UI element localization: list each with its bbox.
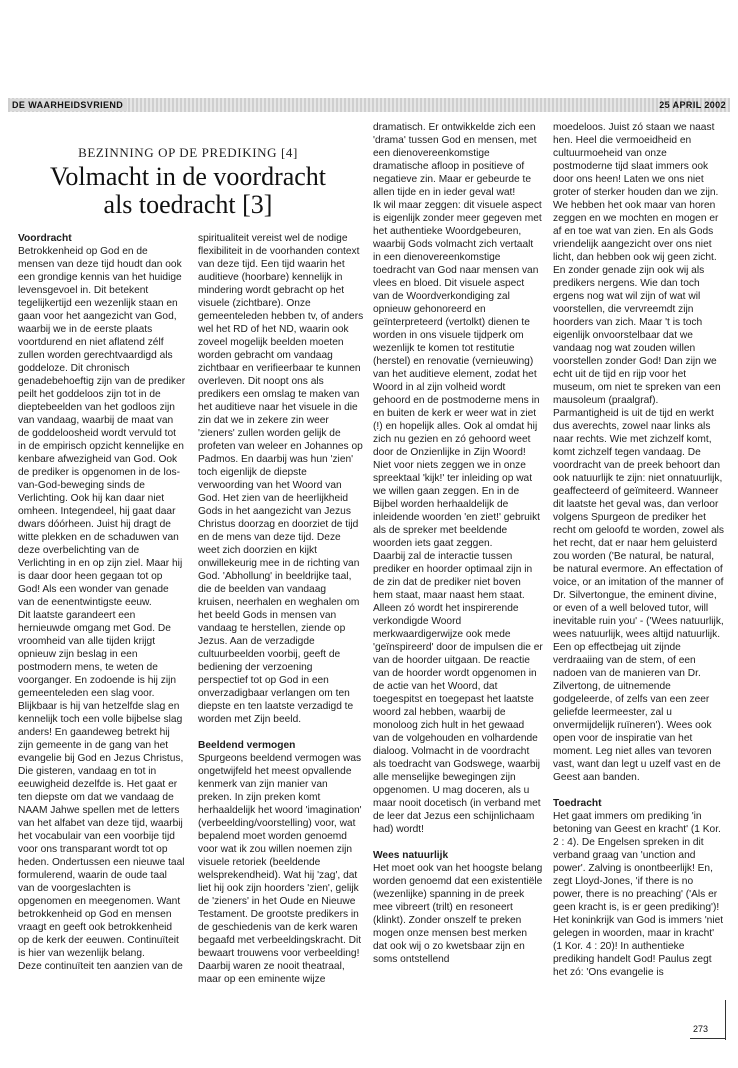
issue-date: 25 APRIL 2002 — [659, 100, 726, 110]
paragraph: Het gaat immers om prediking 'in betoning van Geest en kracht' (1 Kor. 2 : 4). De Engelsen spreken in dit verband graag van 'unction and power'. Zalving is onontbeerlijk! En, zegt Lloyd-Jones, 'if there is no power, there is no preaching' ('Als er geen kracht is, is er geen prediking')! Het koninkrijk van God is immers 'niet gelegen in woorden, maar in kracht' (1 Kor. 4 : 20)! In authentieke prediking handelt God! Paulus zegt het zó: 'Ons evangelie is — [553, 811, 724, 978]
paragraph: Ik wil maar zeggen: dit visuele aspect is eigenlijk zonder meer gegeven met het authentieke Woordgebeuren, waarbij Gods volmacht zich vertaalt in een dienovereenkomstige toedracht van God naar mensen van vlees en bloed. Dit visuele aspect van de Woordverkondiging zal opnieuw gehonoreerd en geïnterpreteerd (vertolkt) dienen te worden in ons visuele tijdperk om wezenlijk te komen tot restitutie (herstel) en renovatie (vernieuwing) van het auditieve element, zodat het Woord in al zijn volheid wordt gehoord en de postmoderne mens in en buiten de kerk er weer wat in ziet (!) en hopelijk alles. Ook al omdat hij zich nu gezien en zó gehoord weet door de Onzienlijke in Zijn Woord! Niet voor niets zeggen we in onze spreektaal 'kijk!' ter inleiding op wat we willen gaan zeggen. En in de Bijbel worden herhaaldelijk de inleidende woorden 'en ziet!' gebruikt als de spreker met beeldende woorden iets gaat zeggen. — [373, 200, 542, 549]
paragraph: Deze continuïteit ten aanzien van de — [18, 961, 183, 972]
paragraph: Betrokkenheid op God en de mensen van deze tijd houdt dan ook een grondige kennis van het huidige levensgevoel in. Dit betekent tegelijkertijd een wezenlijk staan en gaan voor het aangezicht van God, waarbij we in de eerste plaats voortdurend en niet aflatend zélf zullen worden gerechtvaardigd als goddeloze. Dit chronisch genadebehoeftig zijn van de prediker peilt het goddeloos zijn tot in de dieptebeelden van het godloos zijn van vandaag, waarbij de maat van de goddeloosheid wordt vervuld tot in de empirisch opzicht kennelijke en kenbare afwezigheid van God. Ook de prediker is opgenomen in de los-van-God-beweging sinds de Verlichting. Ook hij kan daar niet omheen. Integendeel, hij gaat daar dwars dóórheen. Juist hij dragt de witte plekken en de schaduwen van deze overbelichting van de Verlichting in en op zijn ziel. Maar hij is daar door heen gegaan tot op God! Als een wonder van genade van de eenentwintigste eeuw. — [18, 246, 186, 608]
spacer — [198, 726, 364, 739]
page-corner-line — [725, 1000, 726, 1040]
page-number: 273 — [693, 1024, 709, 1034]
column-2 — [198, 232, 364, 986]
section-heading-beeldend-vermogen: Beeldend vermogen — [198, 740, 296, 751]
paragraph: dramatisch. Er ontwikkelde zich een 'drama' tussen God en mensen, met een dienovereenkomstige dramatische afloop in positieve of negatieve zin. Maar er gebeurde te allen tijde en in ieder geval wat! — [373, 122, 537, 198]
paragraph: Dit laatste garandeert een hernieuwde omgang met God. De vroomheid van alle tijden krijgt opnieuw zijn beslag in een postmodern mens, te weten de voorganger. En zodoende is hij zijn gemeenteleden een slag voor. Blijkbaar is hij van hetzelfde slag en kennelijk toch een volle bijbelse slag anders! En gaandeweg betrekt hij zijn gemeente in de gang van het evangelie bij God en Jezus Christus, Die gisteren, vandaag en tot in eeuwigheid dezelfde is. Het gaat er ten diepste om dat we vandaag de NAAM Jahwe spellen met de letters van het alfabet van deze tijd, waarbij het vocabulair van een voorbije tijd voor ons transparant wordt tot op heden. Ondertussen een nieuwe taal formulerend, waarin de oude taal van de voorgeslachten is opgenomen en meegenomen. Want betrokkenheid op God en mensen vraagt en geeft ook betrokkenheid op de kerk der eeuwen. Continuïteit is hier van wezenlijk belang. — [18, 610, 185, 959]
paragraph: spiritualiteit vereist wel de nodige flexibiliteit in de voorhanden context van deze tijd. Een tijd waarin het auditieve (hoorbare) kennelijk in mindering wordt gebracht op het visuele (zichtbare). Onze gemeenteleden hebben tv, of anders wel het RD of het ND, waarin ook zoveel mogelijk beelden moeten worden gebracht om vandaag zichtbaar en verifieerbaar te kunnen overleven. Dit noopt ons als predikers een omslag te maken van het auditieve naar het visuele in die zin dat we in zekere zin weer 'zieners' zullen worden gelijk de profeten van weleer en Johannes op Padmos. En daarbij was hun 'zien' toch eigenlijk de diepste verwoording van het Woord van God. Het zien van de heerlijkheid Gods in het aangezicht van Jezus Christus doorzag en doorziet de tijd en de mens van deze tijd. Deze weet zich doorzien en kijkt onwillekeurig mee in de richting van God. 'Abhollung' in beeldrijke taal, die de beelden van vandaag kruisen, neerhalen en weghalen om het beeld Gods in mensen van vandaag te herstellen, ziende op Jezus. Aan de verzadigde cultuurbeelden voorbij, geeft de bediening der verzoening perspectief tot op God in een onverzadigbaar verlangen om ten diepste en ten laatste verzadigd te worden met Zijn beeld. — [198, 233, 364, 725]
column-4 — [553, 121, 725, 979]
masthead: DE WAARHEIDSVRIEND — [10, 99, 127, 111]
column-1 — [18, 232, 186, 973]
section-heading-wees-natuurlijk: Wees natuurlijk — [373, 850, 449, 861]
title-line-1: Volmacht in de voordracht — [49, 162, 327, 191]
paragraph: Spurgeons beeldend vermogen was ongetwijfeld het meest opvallende kenmerk van zijn manier van preken. In zijn preken komt herhaaldelijk het woord 'imagination' (verbeelding/voorstelling) voor, wat bepalend moet worden genoemd voor wat ik zou willen noemen zijn visuele retoriek (beeldende welsprekendheid). Wat hij 'zag', dat liet hij ook zijn hoorders 'zien', gelijk de 'zieners' in het Oude en Nieuwe Testament. De grootste predikers in de geschiedenis van de kerk waren begaafd met verbeeldingskracht. Dit bewaart trouwens voor verbeelding! Daarbij waren ze nooit theatraal, maar op een eminente wijze — [198, 753, 362, 985]
section-heading-toedracht: Toedracht — [553, 798, 602, 809]
paragraph: moedeloos. Juist zó staan we naast hen. Heel die vermoeidheid en cultuurmoeheid van onze postmoderne tijd slaat immers ook door ons heen! Laten we ons niet groter of sterker houden dan we zijn. We hebben het ook maar van horen zeggen en we mochten en mogen er af en toe wat van zien. En als Gods vriendelijk aangezicht over ons niet licht, dan hebben ook wij geen zicht. En zonder genade zijn ook wij als predikers nergens. Wie dan toch ergens nog wat wil zijn of wat wil voorstellen, die vervreemdt zijn hoorders van zich. Maar 't is toch eigenlijk onvoorstelbaar dat we vandaag nog wat zouden willen voorstellen zonder God! Dan zijn we echt uit de tijd en rijp voor het museum, om niet te spreken van een mausoleum (praalgraf). Parmantigheid is uit de tijd en werkt dus averechts, zowel naar links als naar rechts. Wie met zichzelf komt, komt zichzelf tegen vandaag. De voordracht van de preek behoort dan ook natuurlijk te zijn: niet onnatuurlijk, geaffecteerd of geïmiteerd. Wanneer dit laatste het geval was, dan verloor volgens Spurgeon de prediker het recht om geloofd te worden, zowel als het recht, dat er naar hem geluisterd zou worden ('Be natural, be natural, be natural evermore. An effectation of voice, or an imitation of the manner of Dr. Silvertongue, the eminent divine, or even of a well beloved tutor, will inevitable ruin you' - ('Wees natuurlijk, wees natuurlijk, wees altijd natuurlijk. Een op effectbejag uit zijnde verdraaiing van de stem, of een nadoen van de manieren van Dr. Zilvertong, de uitnemende godgeleerde, of zelfs van een zeer geliefde leermeester, zal u onvermijdelijk ruïneren'). Wees ook open voor de inspiratie van het moment. Leg niet alles van tevoren vast, want dan legt u uzelf vast en de Geest aan banden. — [553, 122, 725, 783]
title-line-2: als toedracht [3] — [103, 190, 273, 219]
article-kicker: BEZINNING OP DE PREDIKING [4] — [78, 145, 298, 160]
page-corner-line — [690, 1038, 726, 1039]
paragraph: Het moet ook van het hoogste belang worden genoemd dat een existentiële (wezenlijke) spanning in de preek mee vibreert (trilt) en resoneert (klinkt). Zonder onszelf te preken mogen onze mensen best merken dat ook wij o zo kwetsbaar zijn en soms ontstellend — [373, 863, 543, 965]
paragraph: Daarbij zal de interactie tussen prediker en hoorder optimaal zijn in de zin dat de prediker niet boven hem staat, maar naast hem staat. Alleen zó wordt het inspirerende verkondigde Woord merkwaardigerwijze ook mede 'geïnspireerd' door de impulsen die er van de hoorder uitgaan. De reactie van de hoorder wordt opgenomen in de actie van het Woord, dat toegespitst en toegepast het laatste woord zal hebben, waarbij de monoloog zich hult in het gewaad van de volgehouden en volhardende dialoog. Volmacht in de voordracht als toedracht van Godswege, waarbij alle menselijke bewegingen zijn opgenomen. U mag doceren, als u maar nooit docetisch (in verband met de leer dat Jezus een schijnlichaam had) wordt! — [373, 551, 543, 835]
section-heading-voordracht: Voordracht — [18, 233, 72, 244]
spacer — [553, 784, 725, 797]
column-3 — [373, 121, 543, 966]
spacer — [373, 836, 543, 849]
article-title — [18, 163, 358, 219]
